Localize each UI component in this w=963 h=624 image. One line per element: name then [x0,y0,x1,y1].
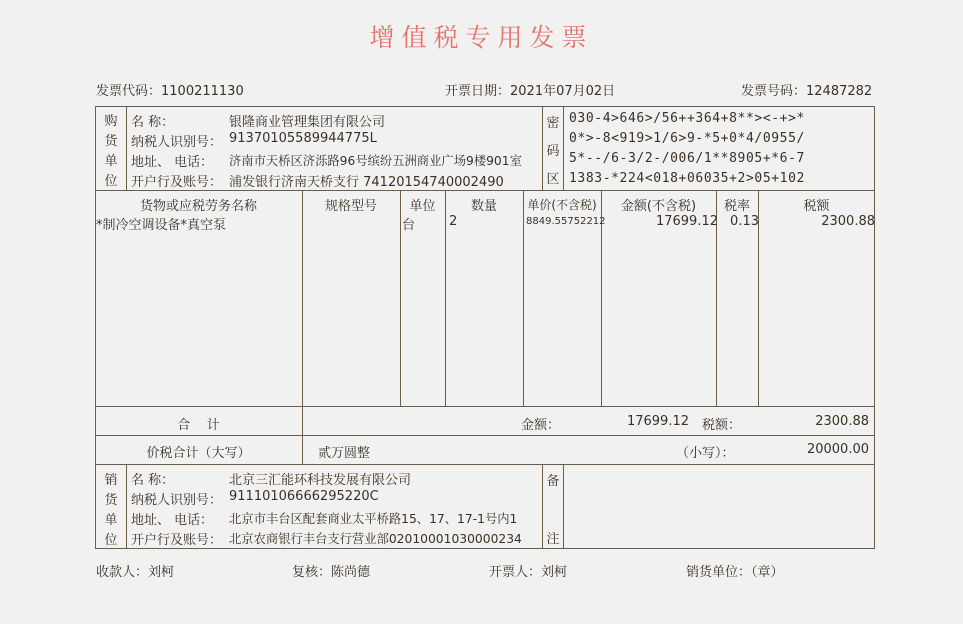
header-name: 货物或应税劳务名称 [139,199,257,214]
invoice-title: 增值税专用发票 [369,23,594,52]
totals-tax-label: 税额： [702,418,742,433]
totals-tax: 2300.88 [815,414,869,429]
col-qty-divider [523,190,524,406]
words-label: 价税合计（大写） [146,446,251,461]
invoice-number [741,80,872,99]
header-amount: 金额(不含税) [620,199,697,214]
cipher-side-char: 区 [546,172,560,187]
seller-name-label: 名 称： [131,473,175,488]
buyer-side-char: 位 [104,174,118,189]
cipher-line: 0*>-8<919>1/6>9-*5+0*4/0955/ [569,131,805,146]
item-tax: 2300.88 [821,214,875,229]
header-rate: 税率 [723,199,750,214]
seller-tax-label: 纳税人识别号： [131,493,223,508]
seller-seal-label: 销货单位：（章） [686,565,784,580]
buyer-side-char: 单 [104,154,118,169]
invoice-code-label: 发票代码： [96,84,162,99]
header-price: 单价(不含税) [527,198,597,212]
total-in-words: 贰万圆整 [318,446,371,461]
totals-bottom-line [95,435,875,436]
footer-review [292,561,370,580]
seller-bank: 北京农商银行丰台支行营业部02010001030000234 [229,532,522,546]
seller-address: 北京市丰台区配套商业太平桥路15、17、17-1号内1 [229,512,518,526]
seller-name: 北京三汇能环科技发展有限公司 [229,473,412,488]
seller-side-divider [126,464,127,549]
header-tax: 税额 [803,199,830,214]
payee-label: 收款人： [96,565,149,580]
buyer-bank-label: 开户行及账号： [131,175,223,190]
cipher-side-char: 码 [546,144,560,159]
seller-bank-label: 开户行及账号： [131,533,223,548]
col-name-divider [302,190,303,464]
footer-payee [96,561,174,580]
buyer-name-label: 名 称： [131,115,175,130]
seller-side-char: 单 [104,513,118,528]
header-spec: 规格型号 [324,199,377,214]
small-total: 20000.00 [806,442,869,457]
cipher-line: 030-4>646>/56++364+8**><-+>* [569,111,805,126]
buyer-bank: 浦发银行济南天桥支行 74120154740002490 [229,175,504,190]
buyer-addr-label: 地址、 电话： [131,155,214,170]
issuer-value: 刘柯 [541,565,568,580]
item-name: *制冷空调设备*真空泵 [96,218,227,233]
buyer-side-char: 购 [104,114,118,129]
cipher-side-char: 密 [546,116,560,131]
invoice-number-label: 发票号码： [741,84,807,99]
review-label: 复核： [292,565,332,580]
invoice-date-label: 开票日期： [445,84,511,99]
totals-label: 合 计 [177,418,220,433]
items-bottom-line [95,406,875,407]
words-bottom-line [95,464,875,465]
col-unit-divider [445,190,446,406]
seller-side-char: 货 [104,493,118,508]
seller-side-char: 位 [104,533,118,548]
remark-side-char: 注 [546,532,560,547]
review-value: 陈尚德 [331,565,371,580]
seller-tax-id: 91110106666295220C [229,489,379,504]
col-spec-divider [400,190,401,406]
buyer-address: 济南市天桥区济泺路96号缤纷五洲商业广场9楼901室 [229,154,522,168]
small-total-label: （小写）： [676,446,735,461]
buyer-tax-id: 91370105589944775L [229,131,377,146]
buyer-side-char: 货 [104,134,118,149]
totals-amount: 17699.12 [626,414,689,429]
issuer-label: 开票人： [489,565,542,580]
buyer-name: 银隆商业管理集团有限公司 [229,115,386,130]
buyer-tax-label: 纳税人识别号： [131,135,223,150]
item-unit: 台 [402,218,416,233]
invoice-date-value: 2021年07月02日 [510,84,616,99]
seller-side-char: 销 [104,473,118,488]
totals-amount-label: 金额： [521,418,561,433]
item-price: 8849.55752212 [526,216,606,227]
item-qty: 2 [449,214,458,229]
header-unit: 单位 [409,199,436,214]
invoice-number-value: 12487282 [806,84,873,99]
buyer-side-divider [126,106,127,190]
item-rate: 0.13 [730,214,759,229]
cipher-line: 1383-*224<018+06035+2>05+102 [569,171,805,186]
footer-issuer [489,561,567,580]
invoice-code [96,80,244,99]
remark-side-char: 备 [546,474,560,489]
header-qty: 数量 [470,199,497,214]
cipher-line: 5*--/6-3/2-/006/1**8905+*6-7 [569,151,805,166]
seller-addr-label: 地址、 电话： [131,513,214,528]
invoice-code-value: 1100211130 [161,84,244,99]
payee-value: 刘柯 [148,565,175,580]
item-amount: 17699.12 [655,214,718,229]
invoice-date [445,80,615,99]
